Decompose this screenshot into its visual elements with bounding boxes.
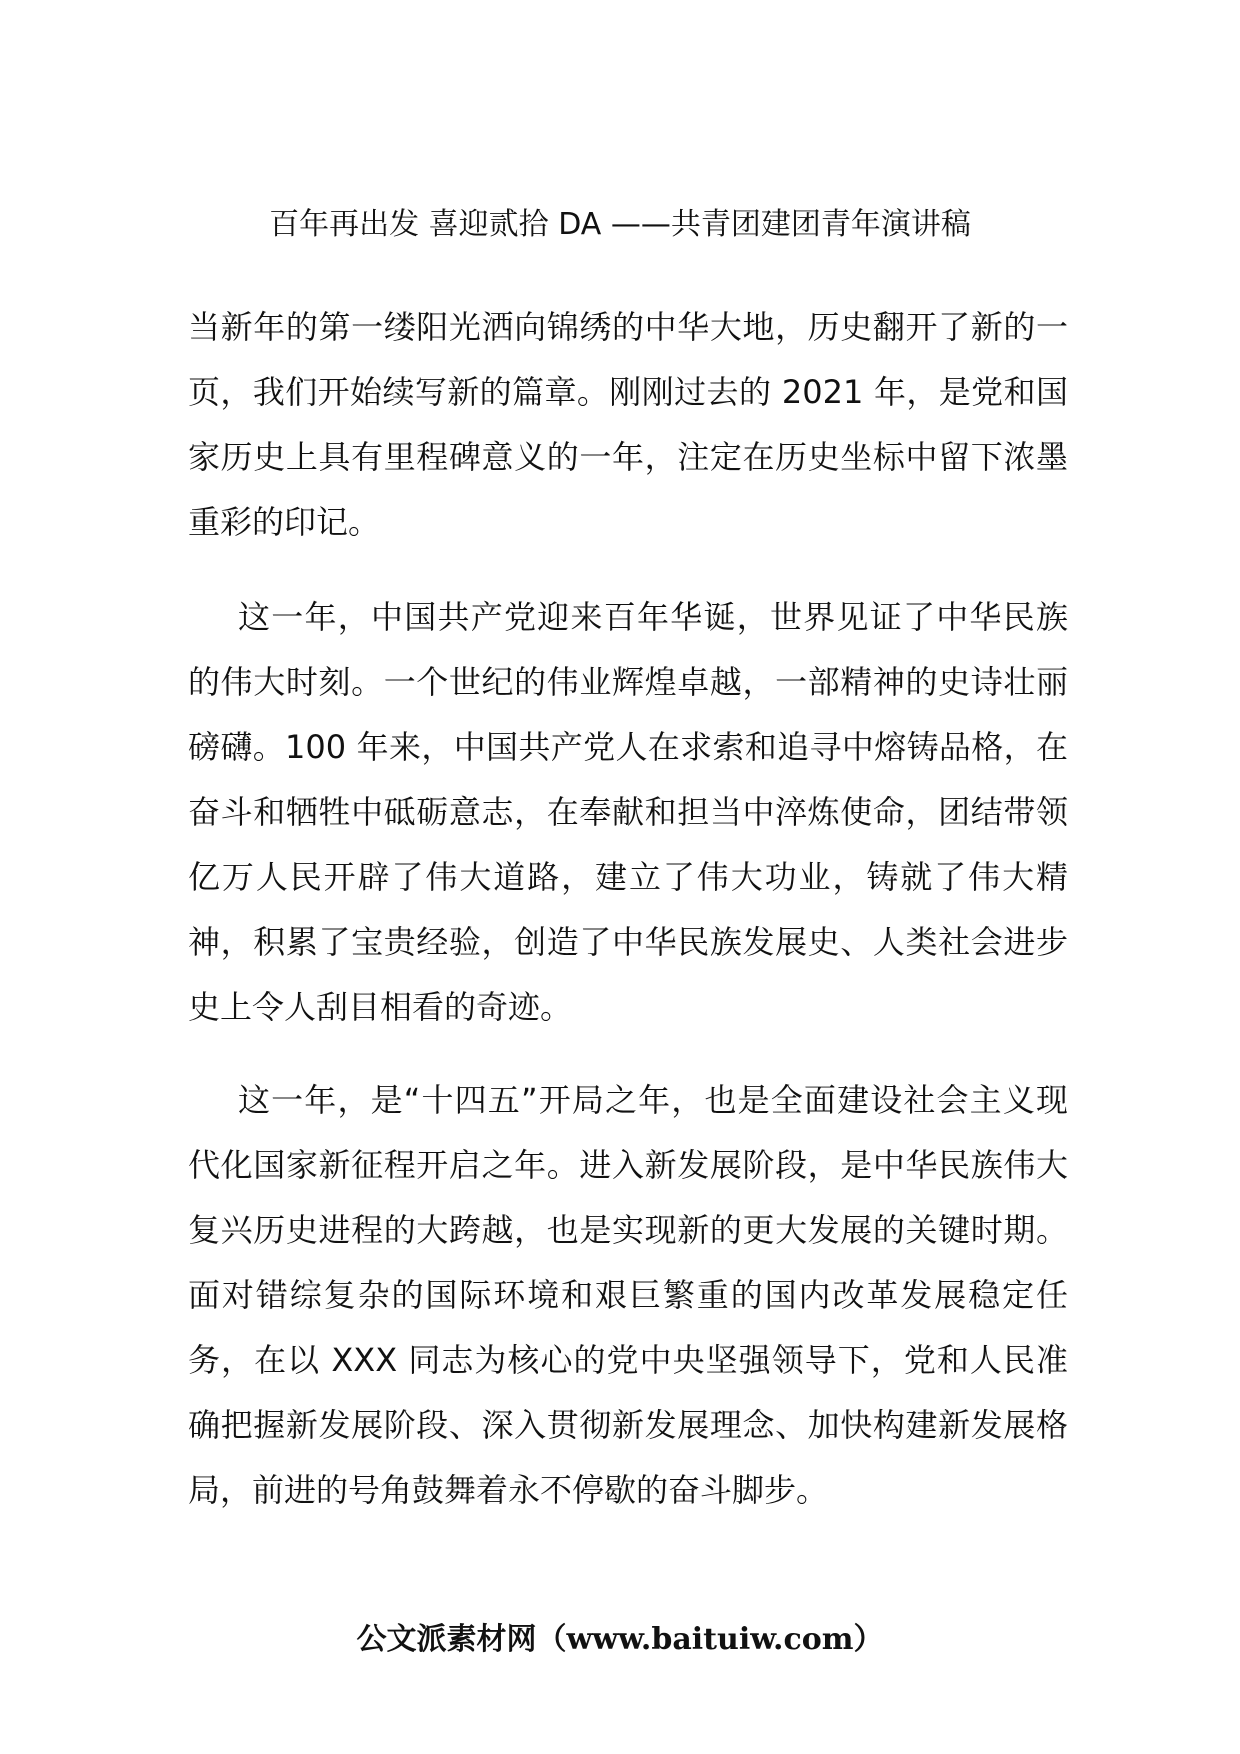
source-footer: 公文派素材网（www.baituiw.com） (356, 1622, 884, 1657)
paragraph-3: 这一年，是“十四五”开局之年，也是全面建设社会主义现代化国家新征程开启之年。进入新发展阶段，是中华民族伟大复兴历史进程的大跨越，也是实现新的更大发展的关键时期。面对错综复杂的国际环境和艰巨繁重的国内改革发展稳定任务，在以 XXX 同志为核心的党中央坚强领导下，党和人民准确把握新发展阶段、深入贯彻新发展理念、加快构建新发展格局，前进的号角鼓舞着永不停歇的奋斗脚步。 (188, 1081, 1068, 1509)
paragraph-2: 这一年，中国共产党迎来百年华诞，世界见证了中华民族的伟大时刻。一个世纪的伟业辉煌卓越，一部精神的史诗壮丽磅礴。100 年来，中国共产党人在求索和追寻中熔铸品格，在奋斗和牺牲中砥砺意志，在奉献和担当中淬炼使命，团结带领亿万人民开辟了伟大道路，建立了伟大功业，铸就了伟大精神，积累了宝贵经验，创造了中华民族发展史、人类社会进步史上令人刮目相看的奇迹。 (188, 598, 1068, 1026)
paragraph-1: 当新年的第一缕阳光洒向锦绣的中华大地，历史翻开了新的一页，我们开始续写新的篇章。刚刚过去的 2021 年，是党和国家历史上具有里程碑意义的一年，注定在历史坐标中留下浓墨重彩的印记。 (188, 308, 1068, 541)
document-body (188, 295, 1068, 1523)
document-title: 百年再出发 喜迎贰拾 DA ——共青团建团青年演讲稿 (269, 207, 971, 242)
